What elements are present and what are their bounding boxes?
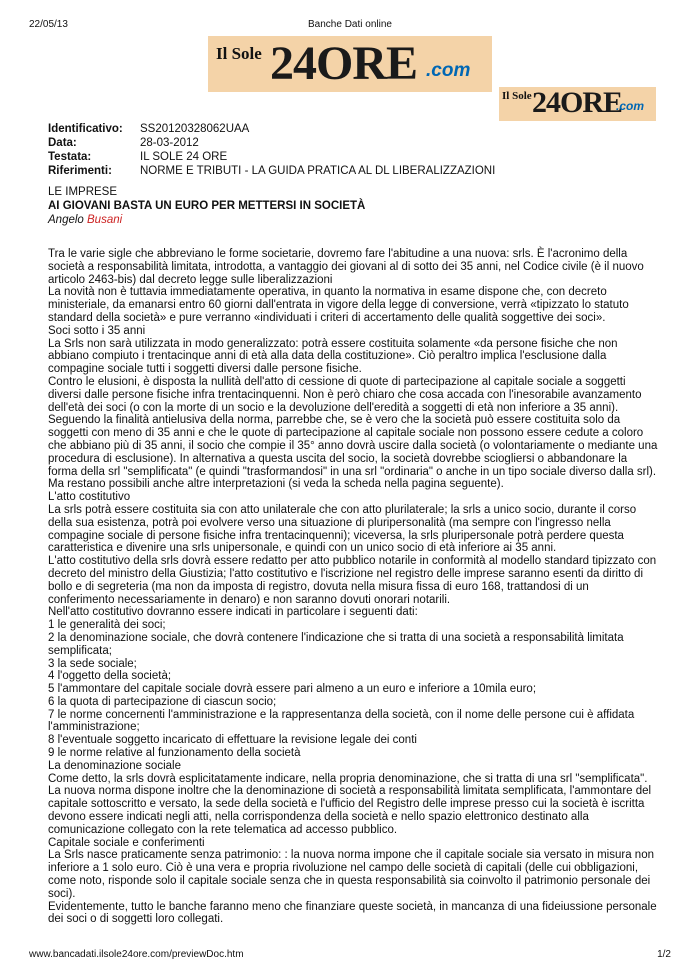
paragraph: La Srls nasce praticamente senza patrimonio: : la nuova norma impone che il capitale sociale sia versato in misura non inferiore a 1 solo euro. Ciò è una vera e propria rivoluzione nel campo delle società di capitali (delle cui obbligazioni, come noto, risponde solo il capitale sociale senza che in questa responsabilità sia coinvolto il patrimonio personale dei soci). [48, 849, 654, 900]
meta-key: Testata: [48, 151, 92, 163]
document-metadata [48, 122, 495, 178]
paragraph: La novità non è tuttavia immediatamente operativa, in quanto la normativa in esame dispone che, con decreto ministeriale, da emanarsi entro 60 giorni dall'entrata in vigore della legge di conversione, verrà «tipizzato lo statuto standard della società» e pure verranno «individuati i criteri di accertamento delle qualità soggettive dei soci». [48, 286, 629, 324]
list-item: 9 le norme relative al funzionamento della società [48, 747, 301, 760]
paragraph: Come detto, la srls dovrà esplicitatamente indicare, nella propria denominazione, che si tratta di una srl "semplificata". [48, 772, 648, 785]
paragraph: Evidentemente, tutto le banche faranno meno che finanziare queste società, in mancanza di una fideiussione personale dei soci o di soggetti loro collegati. [48, 900, 657, 926]
article-author [48, 213, 663, 227]
page-number: 1/2 [657, 949, 671, 960]
subheading: Soci sotto i 35 anni [48, 324, 146, 337]
logo-24ore-text: 24ORE [532, 87, 623, 119]
subheading: La denominazione sociale [48, 759, 181, 772]
paragraph: Seguendo la finalità antielusiva della norma, parrebbe che, se è vero che la società può essere costituita solo da soggetti con meno di 35 anni e che le quote di partecipazione al capitale sociale non possono essere cedute a coloro che abbiano più di 35 anni, il socio che compie il 35° anno dovrà uscire dalla società (o volontariamente o mediante una procedura di esclusione). In alternativa a questa uscita del socio, la società dovrebbe sciogliersi o abbandonare la forma della srl "semplificata" (e quindi "trasformandosi" in una srl "ordinaria" o anche in un tipo sociale diverso dalla srl). Ma restano possibili anche altre interpretazioni (si veda la scheda nella pagina seguente). [48, 414, 658, 491]
list-item: 5 l'ammontare del capitale sociale dovrà essere pari almeno a un euro e inferiore a 10mila euro; [48, 683, 537, 696]
paragraph: La srls potrà essere costituita sia con atto unilaterale che con atto plurilaterale; la srls a unico socio, durante il corso della sua esistenza, potrà poi evolvere verso una situazione di pluripersonalità (ma sempre con l'ingresso nella compagine sociale di persone fisiche infra trentacinquenni); viceversa, la srls pluripersonale potrà perdere questa caratteristica e divenire una srls unipersonale, e quindi con un unico socio di età inferiore ai 35 anni. [48, 503, 637, 555]
article-section: LE IMPRESE [48, 186, 118, 198]
article-body [48, 248, 658, 926]
meta-key: Identificativo: [48, 123, 123, 135]
paragraph: La Srls non sarà utilizzata in modo generalizzato: potrà essere costituita solamente «da persone fisiche che non abbiano compiuto i trentacinque anni di età alla data della costituzione». Ciò peraltro implica l'esclusione dalla compagine sociale tutti i soggetti diversi dalle persone fisiche. [48, 337, 618, 376]
paragraph: La nuova norma dispone inoltre che la denominazione di società a responsabilità limitata semplificata, l'ammontare del capitale sottoscritto e versato, la sede della società e l'ufficio del Registro delle imprese presso cui la società è iscritta devono essere indicati negli atti, nella corrispondenza della società e nello spazio elettronico destinato alla comunicazione collegato con la rete telematica ad accesso pubblico. [48, 785, 652, 836]
meta-row-riferimenti [48, 164, 495, 178]
ilsole24ore-small-logo [499, 87, 656, 121]
paragraph: Nell'atto costitutivo dovranno essere indicati in particolare i seguenti dati: [48, 606, 418, 619]
logo-il-sole-text: Il Sole [502, 90, 532, 102]
article-header [48, 185, 663, 227]
logo-dotcom-text: .com [426, 60, 471, 81]
print-header-title: Banche Dati online [308, 19, 392, 30]
meta-row-testata [48, 150, 495, 164]
meta-value: NORME E TRIBUTI - LA GUIDA PRATICA AL DL LIBERALIZZAZIONI [140, 165, 496, 177]
subheading: L'atto costitutivo [48, 491, 131, 504]
list-item: 1 le generalità dei soci; [48, 619, 166, 632]
author-first-name: Angelo [48, 214, 84, 226]
print-date: 22/05/13 [29, 19, 68, 30]
list-item: 8 l'eventuale soggetto incaricato di effettuare la revisione legale dei conti [48, 734, 417, 747]
meta-key: Data: [48, 137, 77, 149]
list-item: 4 l'oggetto della società; [48, 670, 172, 683]
meta-value: SS20120328062UAA [140, 123, 250, 135]
meta-value: IL SOLE 24 ORE [140, 151, 228, 163]
subheading: Capitale sociale e conferimenti [48, 836, 205, 849]
meta-value: 28-03-2012 [140, 137, 199, 149]
meta-row-data [48, 136, 495, 150]
meta-row-identificativo [48, 122, 495, 136]
logo-dotcom-text: .com [616, 99, 645, 113]
list-item: 6 la quota di partecipazione di ciascun socio; [48, 695, 277, 708]
logo-il-sole-text: Il Sole [216, 44, 262, 63]
footer-url: www.bancadati.ilsole24ore.com/previewDoc.htm [29, 949, 244, 960]
paragraph: L'atto costitutivo della srls dovrà essere redatto per atto pubblico notarile in conformità al modello standard tipizzato con decreto del ministro della Giustizia; l'atto costitutivo e l'iscrizione nel registro delle imprese saranno esenti da diritto di bollo e di segreteria (ma non da imposta di registro, dovuta nella misura fissa di euro 168, trattandosi di un conferimento necessariamente in denaro) e non saranno dovuti onorari notarili. [48, 555, 657, 606]
list-item: 3 la sede sociale; [48, 657, 137, 670]
ilsole24ore-logo [208, 36, 492, 92]
paragraph: Tra le varie sigle che abbreviano le forme societarie, dovremo fare l'abitudine a una nuova: srls. È l'acronimo della società a responsabilità limitata, introdotta, a vantaggio dei giovani al di sotto dei 35 anni, nel Codice civile (è il nuovo articolo 2463-bis) dal decreto legge sulle liberalizzazioni [48, 248, 644, 286]
list-item: 7 le norme concernenti l'amministrazione e la rappresentanza della società, con il nome delle persone cui è affidata l'amministrazione; [48, 708, 635, 734]
paragraph: Contro le elusioni, è disposta la nullità dell'atto di cessione di quote di partecipazione al capitale sociale a soggetti diversi dalle persone fisiche infra trentacinquenni. Non è però chiaro che cosa accada con l'inesorabile avanzamento dell'età dei soci (o con la morte di un socio e la devoluzione dell'eredità a soggetti di età non inferiore a 35 anni). [48, 375, 642, 414]
article-title: AI GIOVANI BASTA UN EURO PER METTERSI IN SOCIETÀ [48, 200, 366, 212]
author-last-name: Busani [87, 214, 123, 226]
logo-24ore-text: 24ORE [270, 37, 418, 90]
meta-key: Riferimenti: [48, 165, 112, 177]
list-item: 2 la denominazione sociale, che dovrà contenere l'indicazione che si tratta di una società a responsabilità limitata semplificata; [48, 631, 624, 657]
